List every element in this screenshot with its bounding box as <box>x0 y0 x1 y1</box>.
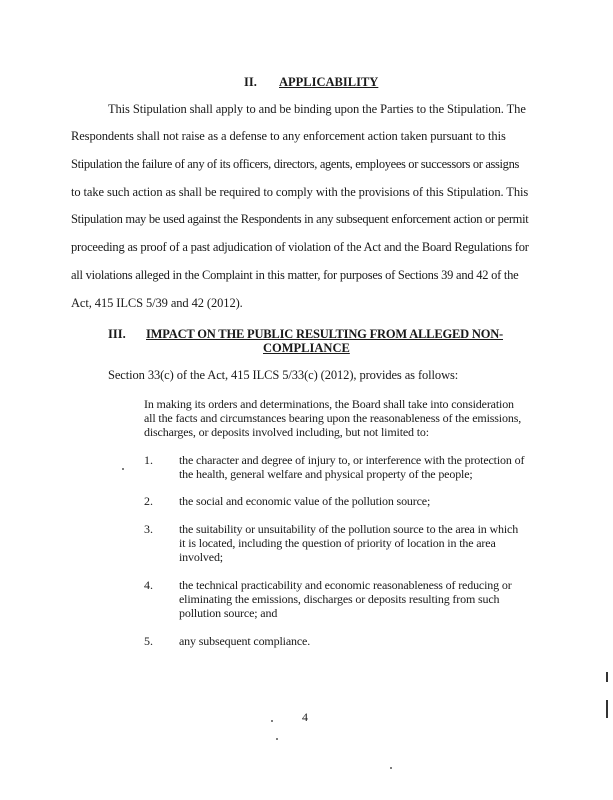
item-line: the suitability or unsuitability of the pollution source to the area in which <box>179 522 519 536</box>
section-ii-title: APPLICABILITY <box>279 75 379 89</box>
item-line: eliminating the emissions, discharges or deposits resulting from such <box>179 592 500 606</box>
item-line: any subsequent compliance. <box>179 634 311 648</box>
scan-speck <box>271 720 273 722</box>
item-line: pollution source; and <box>179 606 278 620</box>
section-ii-line: Stipulation the failure of any of its officers, directors, agents, employees or successors or assigns <box>71 157 519 171</box>
scan-speck <box>122 468 124 470</box>
item-number: 2. <box>144 494 153 508</box>
scan-speck <box>390 767 392 769</box>
quote-line: In making its orders and determinations, the Board shall take into consideration <box>144 397 514 411</box>
scan-edge-mark <box>606 672 608 682</box>
item-line: involved; <box>179 550 223 564</box>
item-line: the technical practicability and economic reasonableness of reducing or <box>179 578 512 592</box>
scan-speck <box>276 738 278 740</box>
item-number: 4. <box>144 578 153 592</box>
item-number: 1. <box>144 453 153 467</box>
section-ii-line: Act, 415 ILCS 5/39 and 42 (2012). <box>71 296 243 310</box>
section-ii-line: to take such action as shall be required to comply with the provisions of this Stipulation. This <box>71 185 529 199</box>
section-iii-intro: Section 33(c) of the Act, 415 ILCS 5/33(c) (2012), provides as follows: <box>108 368 459 382</box>
section-ii-line: Stipulation may be used against the Respondents in any subsequent enforcement action or permit <box>71 212 529 226</box>
section-ii-line: all violations alleged in the Complaint in this matter, for purposes of Sections 39 and 42 of the <box>71 268 519 282</box>
item-line: the social and economic value of the pollution source; <box>179 494 431 508</box>
section-ii-line: proceeding as proof of a past adjudication of violation of the Act and the Board Regulations for <box>71 240 529 254</box>
item-line: it is located, including the question of priority of location in the area <box>179 536 496 550</box>
item-line: the character and degree of injury to, or interference with the protection of <box>179 453 525 467</box>
scan-edge-mark <box>606 700 608 718</box>
page-number: 4 <box>302 710 308 724</box>
item-number: 3. <box>144 522 153 536</box>
section-ii-number: II. <box>244 75 257 89</box>
quote-line: discharges, or deposits involved including, but not limited to: <box>144 425 429 439</box>
item-number: 5. <box>144 634 153 648</box>
section-ii-heading <box>244 75 257 90</box>
section-ii-line: This Stipulation shall apply to and be binding upon the Parties to the Stipulation. The <box>108 102 526 116</box>
section-iii-number: III. <box>108 327 126 341</box>
section-iii-title-line2: COMPLIANCE <box>263 341 350 355</box>
section-ii-line: Respondents shall not raise as a defense to any enforcement action taken pursuant to this <box>71 129 506 143</box>
section-iii-title-line1: IMPACT ON THE PUBLIC RESULTING FROM ALLEGED NON- <box>146 327 504 341</box>
item-line: the health, general welfare and physical property of the people; <box>179 467 473 481</box>
quote-line: all the facts and circumstances bearing upon the reasonableness of the emissions, <box>144 411 522 425</box>
